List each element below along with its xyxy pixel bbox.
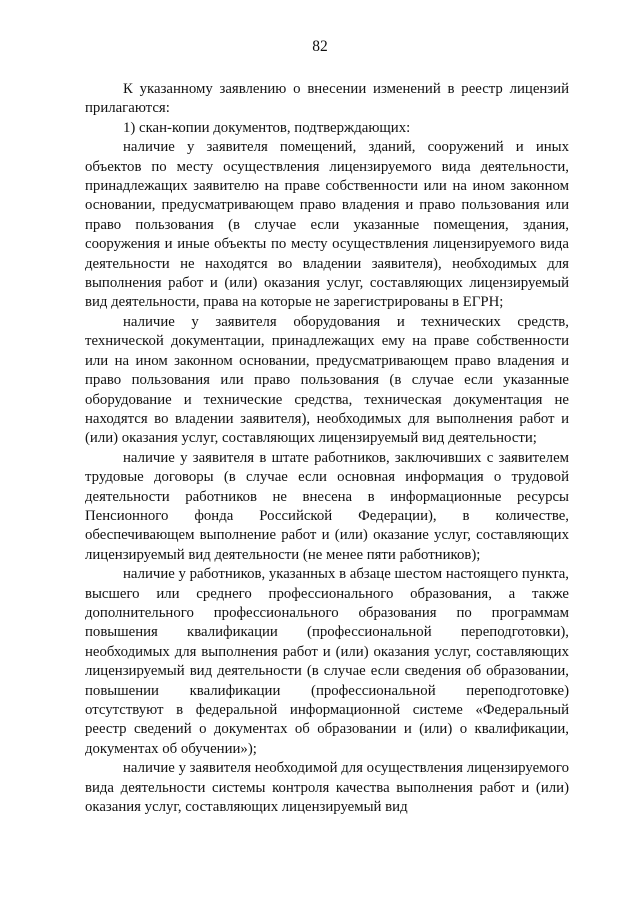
paragraph-intro: К указанному заявлению о внесении изменений в реестр лицензий прилагаются:	[85, 81, 569, 117]
document-body	[85, 80, 569, 817]
paragraph-staff: наличие у заявителя в штате работников, заключивших с заявителем трудовые договоры (в случае если основная информация о трудовой деятельности работников не внесена в информационные ресурсы Пенсионного фонда Российской Федерации), в количестве, обеспечивающем выполнение работ и (или) оказание услуг, составляющих лицензируемый вид деятельности (не менее пяти работников);	[85, 449, 569, 563]
paragraph-equipment: наличие у заявителя оборудования и технических средств, технической документации, принадлежащих ему на праве собственности или на ином законном основании, предусматривающем право владения и право пользования или право пользования (в случае если указанные оборудование и технические средства, техническая документация не находятся во владении заявителя), необходимых для выполнения работ и (или) оказания услуг, составляющих лицензируемый вид деятельности;	[85, 313, 569, 447]
paragraph-education: наличие у работников, указанных в абзаце шестом настоящего пункта, высшего или среднего профессионального образования, а также дополнительного профессионального образования по программам повышения квалификации (профессиональной переподготовки), необходимых для выполнения работ и (или) оказания услуг, составляющих лицензируемый вид деятельности (в случае если сведения об образовании, повышении квалификации (профессиональной переподготовке) отсутствуют в федеральной информационной системе «Федеральный реестр сведений о документах об образовании и (или) о квалификации, документах об обучении»);	[85, 566, 569, 757]
page-number: 82	[312, 38, 328, 55]
paragraph-premises: наличие у заявителя помещений, зданий, сооружений и иных объектов по месту осуществления лицензируемого вида деятельности, принадлежащих заявителю на праве собственности или на ином законном основании, предусматривающем право владения и право пользования или право пользования (в случае если указанные помещения, здания, сооружения и иные объекты по месту осуществления лицензируемого вида деятельности не находятся во владении заявителя), необходимых для выполнения работ и (или) оказания услуг, составляющих лицензируемый вид деятельности, права на которые не зарегистрированы в ЕГРН;	[85, 139, 569, 311]
paragraph-list-item-1: 1) скан-копии документов, подтверждающих:	[123, 119, 411, 136]
paragraph-quality-control: наличие у заявителя необходимой для осуществления лицензируемого вида деятельности системы контроля качества выполнения работ и (или) оказания услуг, составляющих лицензируемый вид	[85, 760, 569, 816]
